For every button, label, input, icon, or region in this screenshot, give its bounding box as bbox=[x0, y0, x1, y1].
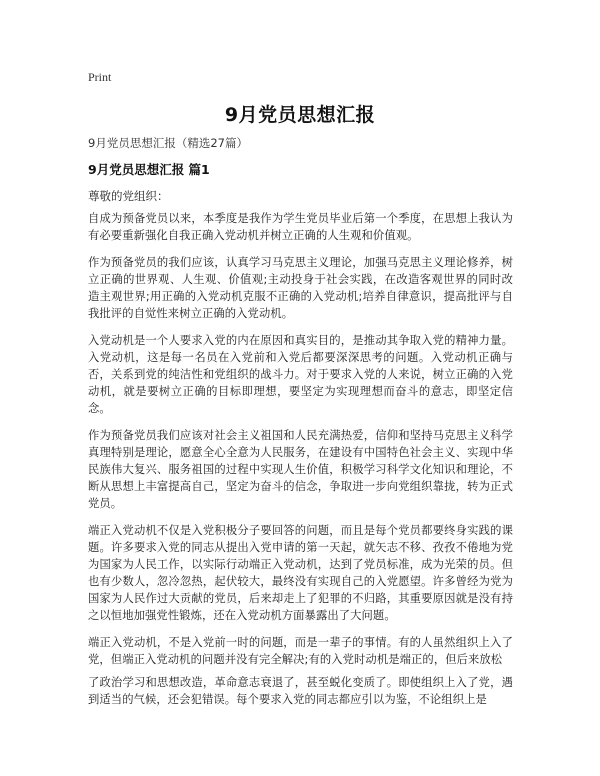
paragraph: 了政治学习和思想改造，革命意志衰退了，甚至蜕化变质了。即使组织上入了党，遇到适当的气候，还会犯错误。每个要求入党的同志都应引以为鉴，不论组织上是 bbox=[88, 676, 513, 706]
paragraph: 端正入党动机，不是入党前一时的问题，而是一辈子的事情。有的人虽然组织上入了党，但端正入党动机的问题并没有完全解决;有的入党时动机是端正的，但后来放松 bbox=[88, 636, 513, 666]
paragraph: 入党动机是一个人要求入党的内在原因和真实目的，是推动其争取入党的精神力量。入党动机，这是每一名员在入党前和入党后都要深深思考的问题。入党动机正确与否，关系到党的纯洁性和党组织的战斗力。对于要求入党的人来说，树立正确的入党动机，就是要树立正确的目标即理想，要坚定为实现理想而奋斗的意志，即坚定信念。 bbox=[88, 334, 513, 415]
paragraph: 端正入党动机不仅是入党积极分子要回答的问题，而且是每个党员都要终身实践的课题。许多要求入党的同志从提出入党申请的第一天起，就矢志不移、孜孜不倦地为党为国家为人民工作，以实际行动端正入党动机，达到了党员标准，成为光荣的员。但也有少数人，忽冷忽热，起伏较大，最终没有实现自己的入党愿望。许多曾经为党为国家为人民作过大贡献的党员，后来却走上了犯罪的不归路，其重要原因就是没有持之以恒地加强党性锻炼，还在入党动机方面暴露出了大问题。 bbox=[88, 524, 513, 622]
greeting-line: 尊敬的党组织： bbox=[88, 189, 169, 203]
print-link[interactable]: Print bbox=[88, 70, 112, 84]
paragraph: 作为预备党员的我们应该，认真学习马克思主义理论，加强马克思主义理论修养，树立正确的世界观、人生观、价值观;主动投身于社会实践，在改造客观世界的同时改造主观世界;用正确的入党动机克服不正确的入党动机;培养自律意识，提高批评与自我批评的自觉性来树立正确的入党动机。 bbox=[88, 256, 513, 320]
page-title: 9月党员思想汇报 bbox=[224, 104, 376, 126]
document-subtitle: 9月党员思想汇报（精选27篇） bbox=[88, 136, 248, 150]
document-body bbox=[88, 210, 513, 718]
section-heading: 9月党员思想汇报 篇1 bbox=[88, 162, 210, 177]
paragraph: 自成为预备党员以来，本季度是我作为学生党员毕业后第一个季度，在思想上我认为有必要重新强化自我正确入党动机并树立正确的人生观和价值观。 bbox=[88, 212, 513, 242]
paragraph: 作为预备党员我们应该对社会主义祖国和人民充满热爱，信仰和坚持马克思主义科学真理特别是理论，愿意全心全意为人民服务，在建设有中国特色社会主义、实现中华民族伟大复兴、服务祖国的过程中实现人生价值，积极学习科学文化知识和理论，不断从思想上丰富提高自己，坚定为奋斗的信念，争取进一步向党组织靠拢，转为正式党员。 bbox=[88, 429, 513, 510]
